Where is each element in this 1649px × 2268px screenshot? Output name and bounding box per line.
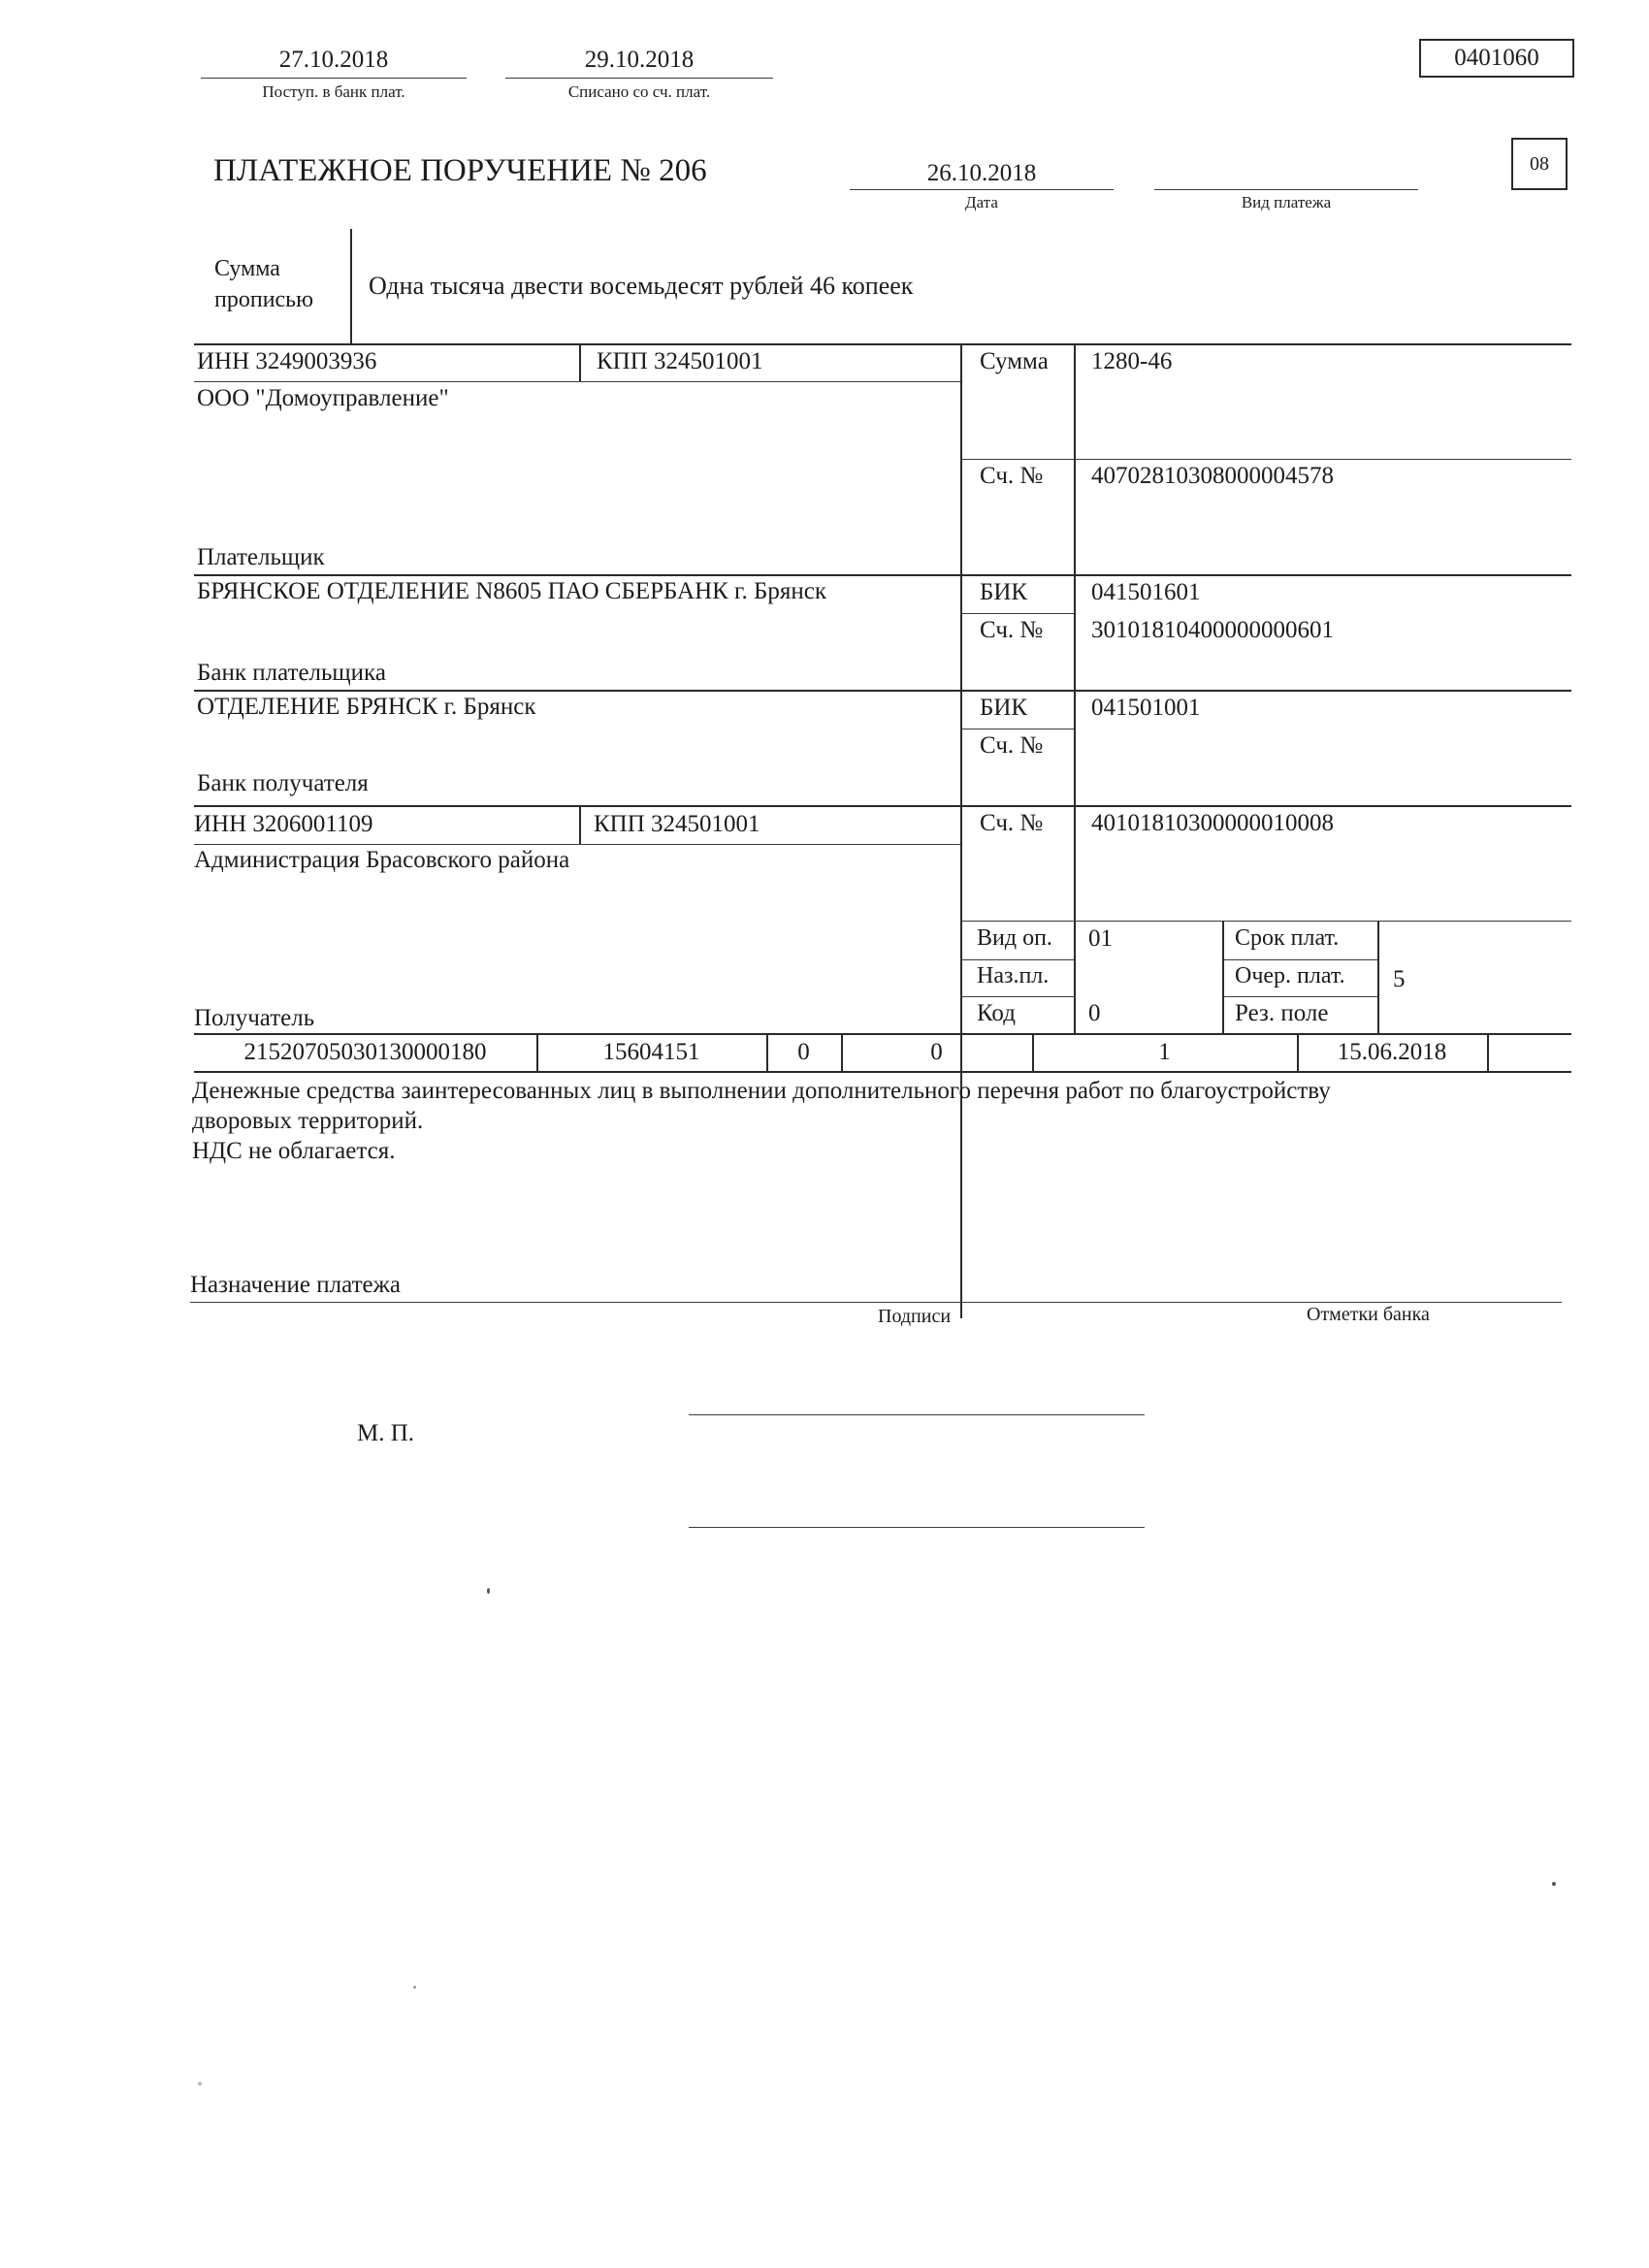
payer-account: 40702810308000004578	[1091, 463, 1334, 489]
grid-vline-details-1	[1222, 921, 1224, 1033]
signature-line-2	[689, 1527, 1145, 1528]
grid-line-details-3	[960, 996, 1074, 997]
debited-date-label: Списано со сч. плат.	[567, 82, 711, 101]
debited-date-line	[505, 78, 773, 79]
op-type-label: Вид оп.	[977, 925, 1052, 951]
payment-type-label: Вид платежа	[1241, 193, 1332, 211]
scan-speck	[198, 2082, 202, 2086]
payer-bank-name: БРЯНСКОЕ ОТДЕЛЕНИЕ N8605 ПАО СБЕРБАНК г. Брянск	[197, 578, 826, 604]
signature-line-1	[689, 1414, 1145, 1415]
amount-words-label-1: Сумма	[214, 256, 280, 281]
payer-inn: ИНН 3249003936	[197, 348, 377, 374]
document-title: ПЛАТЕЖНОЕ ПОРУЧЕНИЕ № 206	[213, 153, 707, 188]
payee-account: 40101810300000010008	[1091, 810, 1334, 836]
payment-type-line	[1154, 189, 1418, 190]
grid-line-payee-inn	[194, 844, 960, 845]
scan-speck	[487, 1588, 490, 1594]
scan-speck	[413, 1986, 416, 1989]
code-label: Код	[977, 1000, 1016, 1026]
grid-line-details-top	[960, 921, 1571, 922]
grid-line-details-2	[1222, 959, 1377, 960]
grid-line-tax	[194, 1071, 1571, 1073]
grid-line-sum-account	[960, 459, 1571, 460]
payee-bank-bik-label: БИК	[980, 695, 1028, 721]
payment-term-label: Срок плат.	[1235, 925, 1340, 951]
grid-line-details-1	[960, 959, 1074, 960]
payee-bank-name: ОТДЕЛЕНИЕ БРЯНСК г. Брянск	[197, 694, 536, 720]
payee-bank-account-label: Сч. №	[980, 732, 1044, 759]
tax-field-kbk: 21520705030130000180	[243, 1039, 487, 1065]
tax-field-period: 0	[930, 1039, 943, 1065]
purpose-code-label: Наз.пл.	[977, 963, 1050, 988]
op-type-value: 01	[1088, 925, 1113, 952]
payee-name: Администрация Брасовского района	[194, 847, 570, 873]
sum-value: 1280-46	[1091, 348, 1173, 374]
payer-bank-label: Банк плательщика	[197, 660, 386, 686]
document-date-line	[850, 189, 1114, 190]
received-date-line	[201, 78, 467, 79]
document-date-label: Дата	[965, 193, 998, 211]
purpose-line	[190, 1302, 1562, 1303]
purpose-label: Назначение платежа	[190, 1272, 401, 1298]
status-code-box: 08	[1511, 138, 1568, 190]
payee-bank-bik: 041501001	[1091, 695, 1201, 721]
amount-words-text: Одна тысяча двести восемьдесят рублей 46 копеек	[369, 272, 914, 300]
payer-account-label: Сч. №	[980, 463, 1044, 489]
priority-label: Очер. плат.	[1235, 963, 1345, 988]
grid-line-details-4	[1222, 996, 1377, 997]
debited-date: 29.10.2018	[584, 47, 695, 73]
signatures-label: Подписи	[878, 1306, 952, 1327]
grid-line-payer	[194, 574, 1571, 576]
amount-words-label-2: прописью	[214, 287, 314, 312]
reserve-field-label: Рез. поле	[1235, 1000, 1329, 1026]
grid-vline-payee-kpp	[579, 805, 581, 844]
tax-field-oktmo: 15604151	[602, 1039, 700, 1065]
payer-bank-account-label: Сч. №	[980, 617, 1044, 643]
scan-speck	[1552, 1882, 1556, 1886]
grid-vline-details-2	[1377, 921, 1379, 1033]
payer-label: Плательщик	[197, 544, 325, 570]
grid-line-top	[194, 343, 1571, 345]
document-date: 26.10.2018	[926, 160, 1037, 186]
amount-words-divider	[350, 229, 352, 343]
stamp-place-label: М. П.	[357, 1420, 415, 1446]
grid-line-payer-bank-bik	[960, 613, 1074, 614]
bank-marks-label: Отметки банка	[1307, 1304, 1430, 1325]
payer-bank-bik: 041501601	[1091, 579, 1201, 605]
payer-kpp: КПП 324501001	[597, 348, 763, 374]
sum-label: Сумма	[980, 348, 1049, 374]
payee-label: Получатель	[194, 1005, 315, 1031]
grid-vline-payer-kpp	[579, 343, 581, 381]
form-code-box: 0401060	[1419, 39, 1574, 78]
payee-kpp: КПП 324501001	[594, 811, 760, 837]
code-value: 0	[1088, 1000, 1101, 1026]
received-date-label: Поступ. в банк плат.	[262, 82, 405, 101]
payee-bank-label: Банк получателя	[197, 770, 369, 796]
tax-sep-6	[1487, 1033, 1489, 1071]
grid-line-payee-bank	[194, 805, 1571, 807]
purpose-line-2: дворовых территорий.	[192, 1108, 424, 1134]
purpose-line-3: НДС не облагается.	[192, 1138, 396, 1164]
purpose-line-1: Денежные средства заинтересованных лиц в выполнении дополнительного перечня работ по благоустройству	[192, 1078, 1331, 1104]
grid-vline-values	[1074, 343, 1076, 1033]
payee-account-label: Сч. №	[980, 810, 1044, 836]
grid-vline-main	[960, 343, 962, 1318]
grid-line-payee	[194, 1033, 1571, 1035]
received-date: 27.10.2018	[278, 47, 389, 73]
tax-field-doc-number: 1	[1158, 1039, 1171, 1065]
priority-value: 5	[1393, 966, 1406, 992]
payer-bank-bik-label: БИК	[980, 579, 1028, 605]
payer-name: ООО "Домоуправление"	[197, 385, 449, 411]
grid-line-payer-inn	[194, 381, 960, 382]
grid-line-payer-bank	[194, 690, 1571, 692]
payee-inn: ИНН 3206001109	[194, 811, 373, 837]
tax-field-basis: 0	[797, 1039, 810, 1065]
tax-field-doc-date: 15.06.2018	[1337, 1039, 1447, 1065]
payer-bank-account: 30101810400000000601	[1091, 617, 1334, 643]
